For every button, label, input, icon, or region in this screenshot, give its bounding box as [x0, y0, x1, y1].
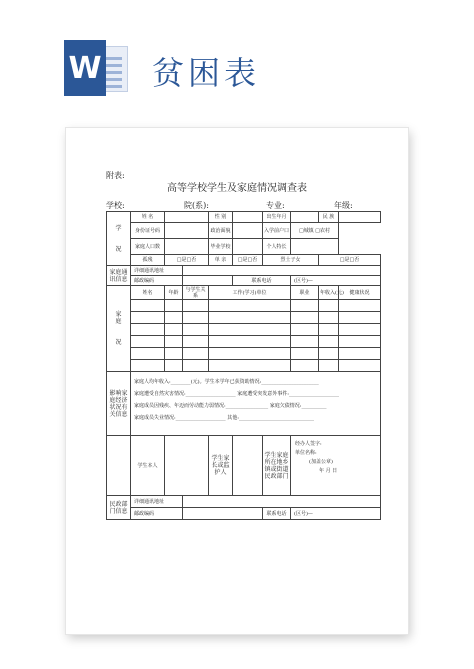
id-number-label: 身份证号码: [131, 223, 165, 239]
gender-label: 性 别: [209, 212, 233, 223]
household-label: 入学前户口: [263, 223, 291, 239]
disaster-line: 家庭遭受自然灾害情况:____________________ 家庭遭受突发意外事件:____________________: [134, 391, 339, 397]
civil-postcode-value[interactable]: [183, 508, 263, 520]
major-label: 专业:: [266, 201, 285, 210]
unemployment-line: 家庭成员失业情况:____________________ 其他:______________________________: [134, 415, 314, 421]
graduated-school-label: 毕业学校: [209, 239, 233, 255]
family-col-income: 年收入(元): [319, 286, 339, 300]
family-col-relation: 与学生关系: [183, 286, 209, 300]
banner-title: 贫困表: [152, 54, 261, 92]
contact-postcode-label: 邮政编码: [131, 276, 183, 286]
family-col-health: 健康状况: [339, 286, 381, 300]
contact-phone-label: 联系电话: [233, 276, 291, 286]
word-document-icon: [60, 40, 132, 96]
influence-section-label: 影响家庭经济状况有关信息: [107, 372, 131, 436]
unit-name-label: 单位名称:: [295, 450, 317, 456]
family-member-row: [107, 312, 381, 324]
contact-section-label: 家庭通讯信息: [107, 266, 131, 286]
student-row-2: [107, 223, 381, 239]
civil-section-label: 民政部门信息: [107, 496, 131, 520]
handler-signature-label: 经办人签字:: [295, 441, 322, 447]
specialty-value[interactable]: [291, 239, 339, 255]
contact-address-value[interactable]: [183, 266, 381, 276]
civil-address-value[interactable]: [183, 496, 381, 508]
guardian-signature-box[interactable]: [233, 436, 263, 496]
family-member-row: [107, 348, 381, 360]
ethnicity-value[interactable]: [339, 212, 381, 223]
grade-label: 年级:: [334, 201, 353, 210]
student-row-1: [107, 212, 381, 223]
martyr-child-label: 烈士子女: [263, 255, 319, 266]
contact-address-label: 详细通讯地址: [131, 266, 183, 276]
student-row-3: [107, 239, 381, 255]
signature-row: [107, 436, 381, 496]
birth-label: 出生年月: [263, 212, 291, 223]
family-member-row: [107, 300, 381, 312]
family-member-row: [107, 336, 381, 348]
student-signature-box[interactable]: [165, 436, 209, 496]
civil-office-signature[interactable]: [291, 436, 381, 496]
civil-office-label: 学生家庭所在地乡镇或街道民政部门: [263, 436, 291, 496]
civil-row-2: [107, 508, 381, 520]
survey-form-table: [106, 211, 381, 520]
top-banner: [0, 0, 474, 130]
signature-date: 年 月 日: [319, 468, 338, 474]
disabled-orphan-options[interactable]: □是□否: [165, 255, 209, 266]
contact-area-code[interactable]: (区号)—: [291, 276, 381, 286]
civil-row-1: [107, 496, 381, 508]
document-page: [66, 128, 408, 634]
department-label: 院(系):: [184, 201, 209, 210]
family-header-row: [107, 286, 381, 300]
signature-blank-cell: [107, 436, 131, 496]
political-status-label: 政治面貌: [209, 223, 233, 239]
family-member-row: [107, 360, 381, 372]
martyr-child-options[interactable]: □是□否: [319, 255, 381, 266]
attachment-note: 附表:: [106, 171, 125, 180]
family-member-row: [107, 324, 381, 336]
student-signature-label: 学生本人: [131, 436, 165, 496]
family-size-value[interactable]: [165, 239, 209, 255]
single-parent-label: 单 亲: [209, 255, 233, 266]
contact-row-2: [107, 276, 381, 286]
graduated-school-value[interactable]: [233, 239, 263, 255]
family-col-occupation: 职业: [291, 286, 319, 300]
word-letter: W: [64, 40, 106, 96]
political-status-value[interactable]: [233, 223, 263, 239]
family-section-label: 家 庭 况: [107, 286, 131, 372]
civil-postcode-label: 邮政编码: [131, 508, 183, 520]
school-label: 学校:: [106, 201, 125, 210]
student-section-label: 学 况: [107, 212, 131, 266]
household-options[interactable]: □城镇 □农村: [291, 223, 339, 239]
contact-postcode-value[interactable]: [183, 276, 233, 286]
guardian-signature-label: 学生家长或监护人: [209, 436, 233, 496]
civil-address-label: 详细通讯地址: [131, 496, 183, 508]
family-col-age: 年龄: [165, 286, 183, 300]
id-number-value[interactable]: [165, 223, 209, 239]
document-title: 高等学校学生及家庭情况调查表: [167, 183, 307, 194]
specialty-label: 个人特长: [263, 239, 291, 255]
name-label: 姓 名: [131, 212, 165, 223]
influence-row: [107, 372, 381, 436]
income-line: 家庭人均年收入:________(元)。学生本学年已获资助情况:_______________________: [134, 379, 319, 385]
single-parent-options[interactable]: □是□否: [233, 255, 263, 266]
family-size-label: 家庭人口数: [131, 239, 165, 255]
disability-line: 家庭成员因残疾、年迈而劳动能力弱情况:_________________ 家庭欠债情况:__________: [134, 403, 327, 409]
contact-row-1: [107, 266, 381, 276]
family-col-workplace: 工作(学习)单位: [209, 286, 291, 300]
student-row-4: [107, 255, 381, 266]
civil-phone-label: 联系电话: [263, 508, 291, 520]
gender-value[interactable]: [233, 212, 263, 223]
official-seal-note: (加盖公章): [309, 459, 333, 465]
birth-value[interactable]: [291, 212, 319, 223]
family-col-name: 姓名: [131, 286, 165, 300]
ethnicity-label: 民 族: [319, 212, 339, 223]
name-value[interactable]: [165, 212, 209, 223]
influence-content[interactable]: [131, 372, 381, 436]
civil-area-code[interactable]: (区号)—: [291, 508, 381, 520]
disabled-orphan-label: 孤残: [131, 255, 165, 266]
